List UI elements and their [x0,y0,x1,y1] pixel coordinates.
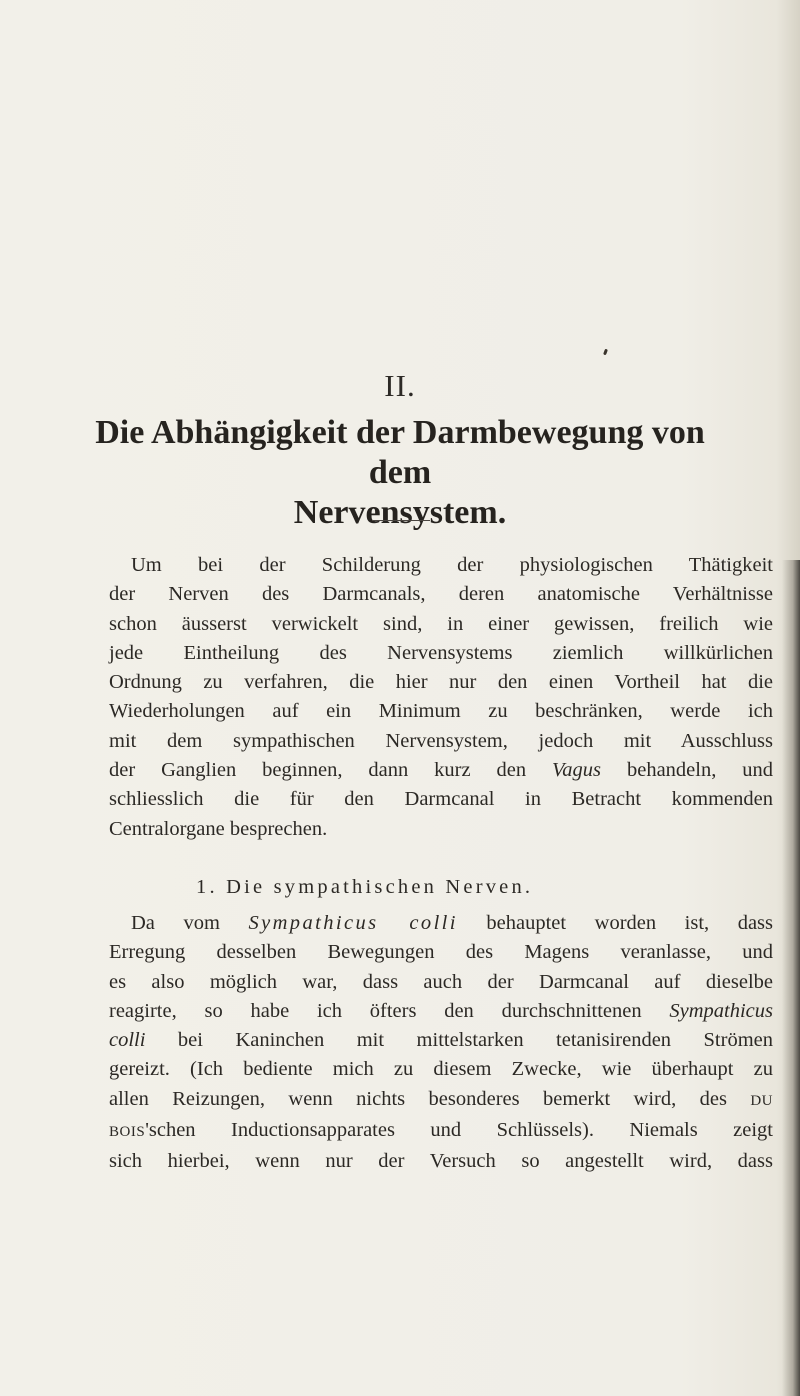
text-segment: reagirte, so habe ich öfters den durchschnittenen [109,999,642,1022]
text-segment: behauptet worden ist, dass [486,912,774,934]
text-line: Ordnung zu verfahren, die hier nur den einen Vortheil hat die [109,671,773,694]
text-line: schliesslich die für den Darmcanal in Betracht kommenden [109,788,773,811]
chapter-number: II. [384,368,416,403]
chapter-title [60,413,740,533]
text-line: sich hierbei, wenn nur der Versuch so angestellt wird, dass [109,1150,773,1173]
text-line: mit dem sympathischen Nervensystem, jedoch mit Ausschluss [109,729,773,752]
text-segment: bei Kaninchen mit mittelstarken tetanisirenden Strömen [177,1029,773,1052]
page-edge-shadow [782,560,800,1396]
text-line [109,1026,773,1055]
text-line [109,1085,773,1116]
text-line [109,756,773,785]
text-line [109,997,773,1026]
text-line [109,909,773,938]
italic-term: Sympathicus [669,999,774,1022]
text-line: jede Eintheilung des Nervensystems ziemlich willkürlichen [109,641,773,664]
text-segment: allen Reizungen, wenn nichts besonderes bemerkt wird, des [109,1087,727,1110]
small-caps-name: DU [750,1092,774,1109]
text-line: Erregung desselben Bewegungen des Magens veranlasse, und [109,941,773,964]
text-line: Um bei der Schilderung der physiologischen Thätigkeit [131,554,773,576]
text-segment: der Ganglien beginnen, dann kurz den [109,759,527,782]
italic-term: Sympathicus colli [248,912,458,934]
text-line [109,1116,773,1147]
italic-term: colli [109,1029,146,1052]
small-caps-name: BOIS [109,1124,146,1141]
text-line: schon äusserst verwickelt sind, in einer gewissen, freilich wie [109,612,773,635]
body-paragraph [109,909,773,1177]
text-line: der Nerven des Darmcanals, deren anatomische Verhältnisse [109,583,773,606]
text-line: Wiederholungen auf ein Minimum zu beschränken, werde ich [109,700,773,723]
intro-paragraph [109,551,773,844]
section-heading: 1. Die sympathischen Nerven. [196,876,534,898]
title-divider [372,520,430,521]
text-line: Centralorgane besprechen. [109,817,328,840]
chapter-title-line: Die Abhängigkeit der Darmbewegung von dem [95,414,705,491]
chapter-title-line: Nervensystem. [293,494,507,531]
ink-speck [603,349,608,356]
italic-term: Vagus [552,759,602,782]
text-segment: Da vom [131,912,220,934]
text-line: es also möglich war, dass auch der Darmcanal auf dieselbe [109,970,773,993]
text-segment: behandeln, und [626,759,774,782]
text-line: gereizt. (Ich bediente mich zu diesem Zwecke, wie überhaupt zu [109,1058,773,1081]
text-segment: 'schen Inductionsapparates und Schlüssels). Niemals zeigt [145,1119,773,1142]
